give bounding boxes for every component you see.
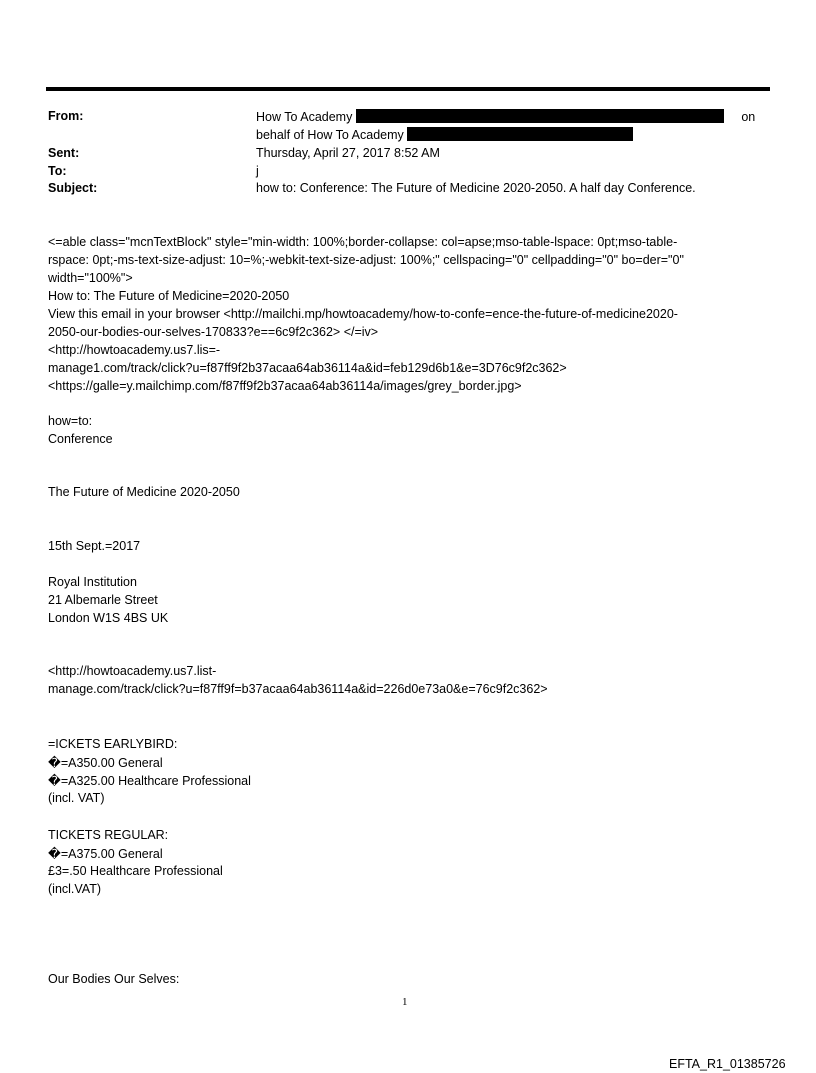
redaction-bar [407, 127, 633, 141]
from-name: How To Academy [256, 110, 353, 124]
body-line: Conference [48, 432, 113, 446]
body-line: 21 Albemarle Street [48, 593, 158, 607]
from-suffix: on [741, 110, 756, 124]
body-line: �=A375.00 General [48, 847, 163, 861]
from-behalf [256, 127, 633, 142]
body-line: £3=.50 Healthcare Professional [48, 864, 223, 878]
from-behalf-text: behalf of How To Academy [256, 128, 404, 142]
subject-value: how to: Conference: The Future of Medicine 2020-2050. A half day Conference. [256, 181, 696, 195]
body-line: =ICKETS EARLYBIRD: [48, 737, 178, 751]
body-line: London W1S 4BS UK [48, 611, 169, 625]
to-label: To: [48, 164, 67, 178]
body-line: (incl.VAT) [48, 882, 102, 896]
body-line: <=able class="mcnTextBlock" style="min-width: 100%;border-collapse: col=apse;mso-table-lspace: 0pt;mso-table- [48, 235, 678, 249]
body-line: View this email in your browser <http://mailchi.mp/howtoacademy/how-to-confe=ence-the-future-of-medicine2020- [48, 307, 678, 321]
body-line: The Future of Medicine 2020-2050 [48, 485, 240, 499]
body-line: manage1.com/track/click?u=f87ff9f2b37acaa64ab36114a&id=feb129d6b1&e=3D76c9f2c362> [48, 361, 567, 375]
to-value: j [256, 164, 259, 178]
body-line: 15th Sept.=2017 [48, 539, 141, 553]
body-line: how=to: [48, 414, 93, 428]
body-line: <http://howtoacademy.us7.list- [48, 664, 217, 678]
sent-value: Thursday, April 27, 2017 8:52 AM [256, 146, 440, 160]
body-line: �=A350.00 General [48, 756, 163, 770]
header-rule [46, 87, 770, 91]
body-line: <http://howtoacademy.us7.lis=- [48, 343, 221, 357]
subject-label: Subject: [48, 181, 98, 195]
body-line: manage.com/track/click?u=f87ff9f=b37acaa64ab36114a&id=226d0e73a0&e=76c9f2c362> [48, 682, 548, 696]
from-label: From: [48, 109, 84, 123]
bates-number: EFTA_R1_01385726 [669, 1057, 786, 1071]
body-line: <https://galle=y.mailchimp.com/f87ff9f2b37acaa64ab36114a/images/grey_border.jpg> [48, 379, 522, 393]
body-line: �=A325.00 Healthcare Professional [48, 774, 251, 788]
body-line: 2050-our-bodies-our-selves-170833?e==6c9f2c362> </=iv> [48, 325, 379, 339]
body-line: rspace: 0pt;-ms-text-size-adjust: 10=%;-webkit-text-size-adjust: 100%;" cellspacing="0" cellpadding="0" bo=der="0" [48, 253, 684, 267]
from-value [256, 109, 755, 124]
body-line: (incl. VAT) [48, 791, 105, 805]
body-line: Royal Institution [48, 575, 137, 589]
redaction-bar [356, 109, 724, 123]
page-number: 1 [402, 996, 408, 1008]
body-line: TICKETS REGULAR: [48, 828, 169, 842]
sent-label: Sent: [48, 146, 80, 160]
body-line: width="100%"> [48, 271, 133, 285]
body-line: How to: The Future of Medicine=2020-2050 [48, 289, 290, 303]
body-line: Our Bodies Our Selves: [48, 972, 180, 986]
